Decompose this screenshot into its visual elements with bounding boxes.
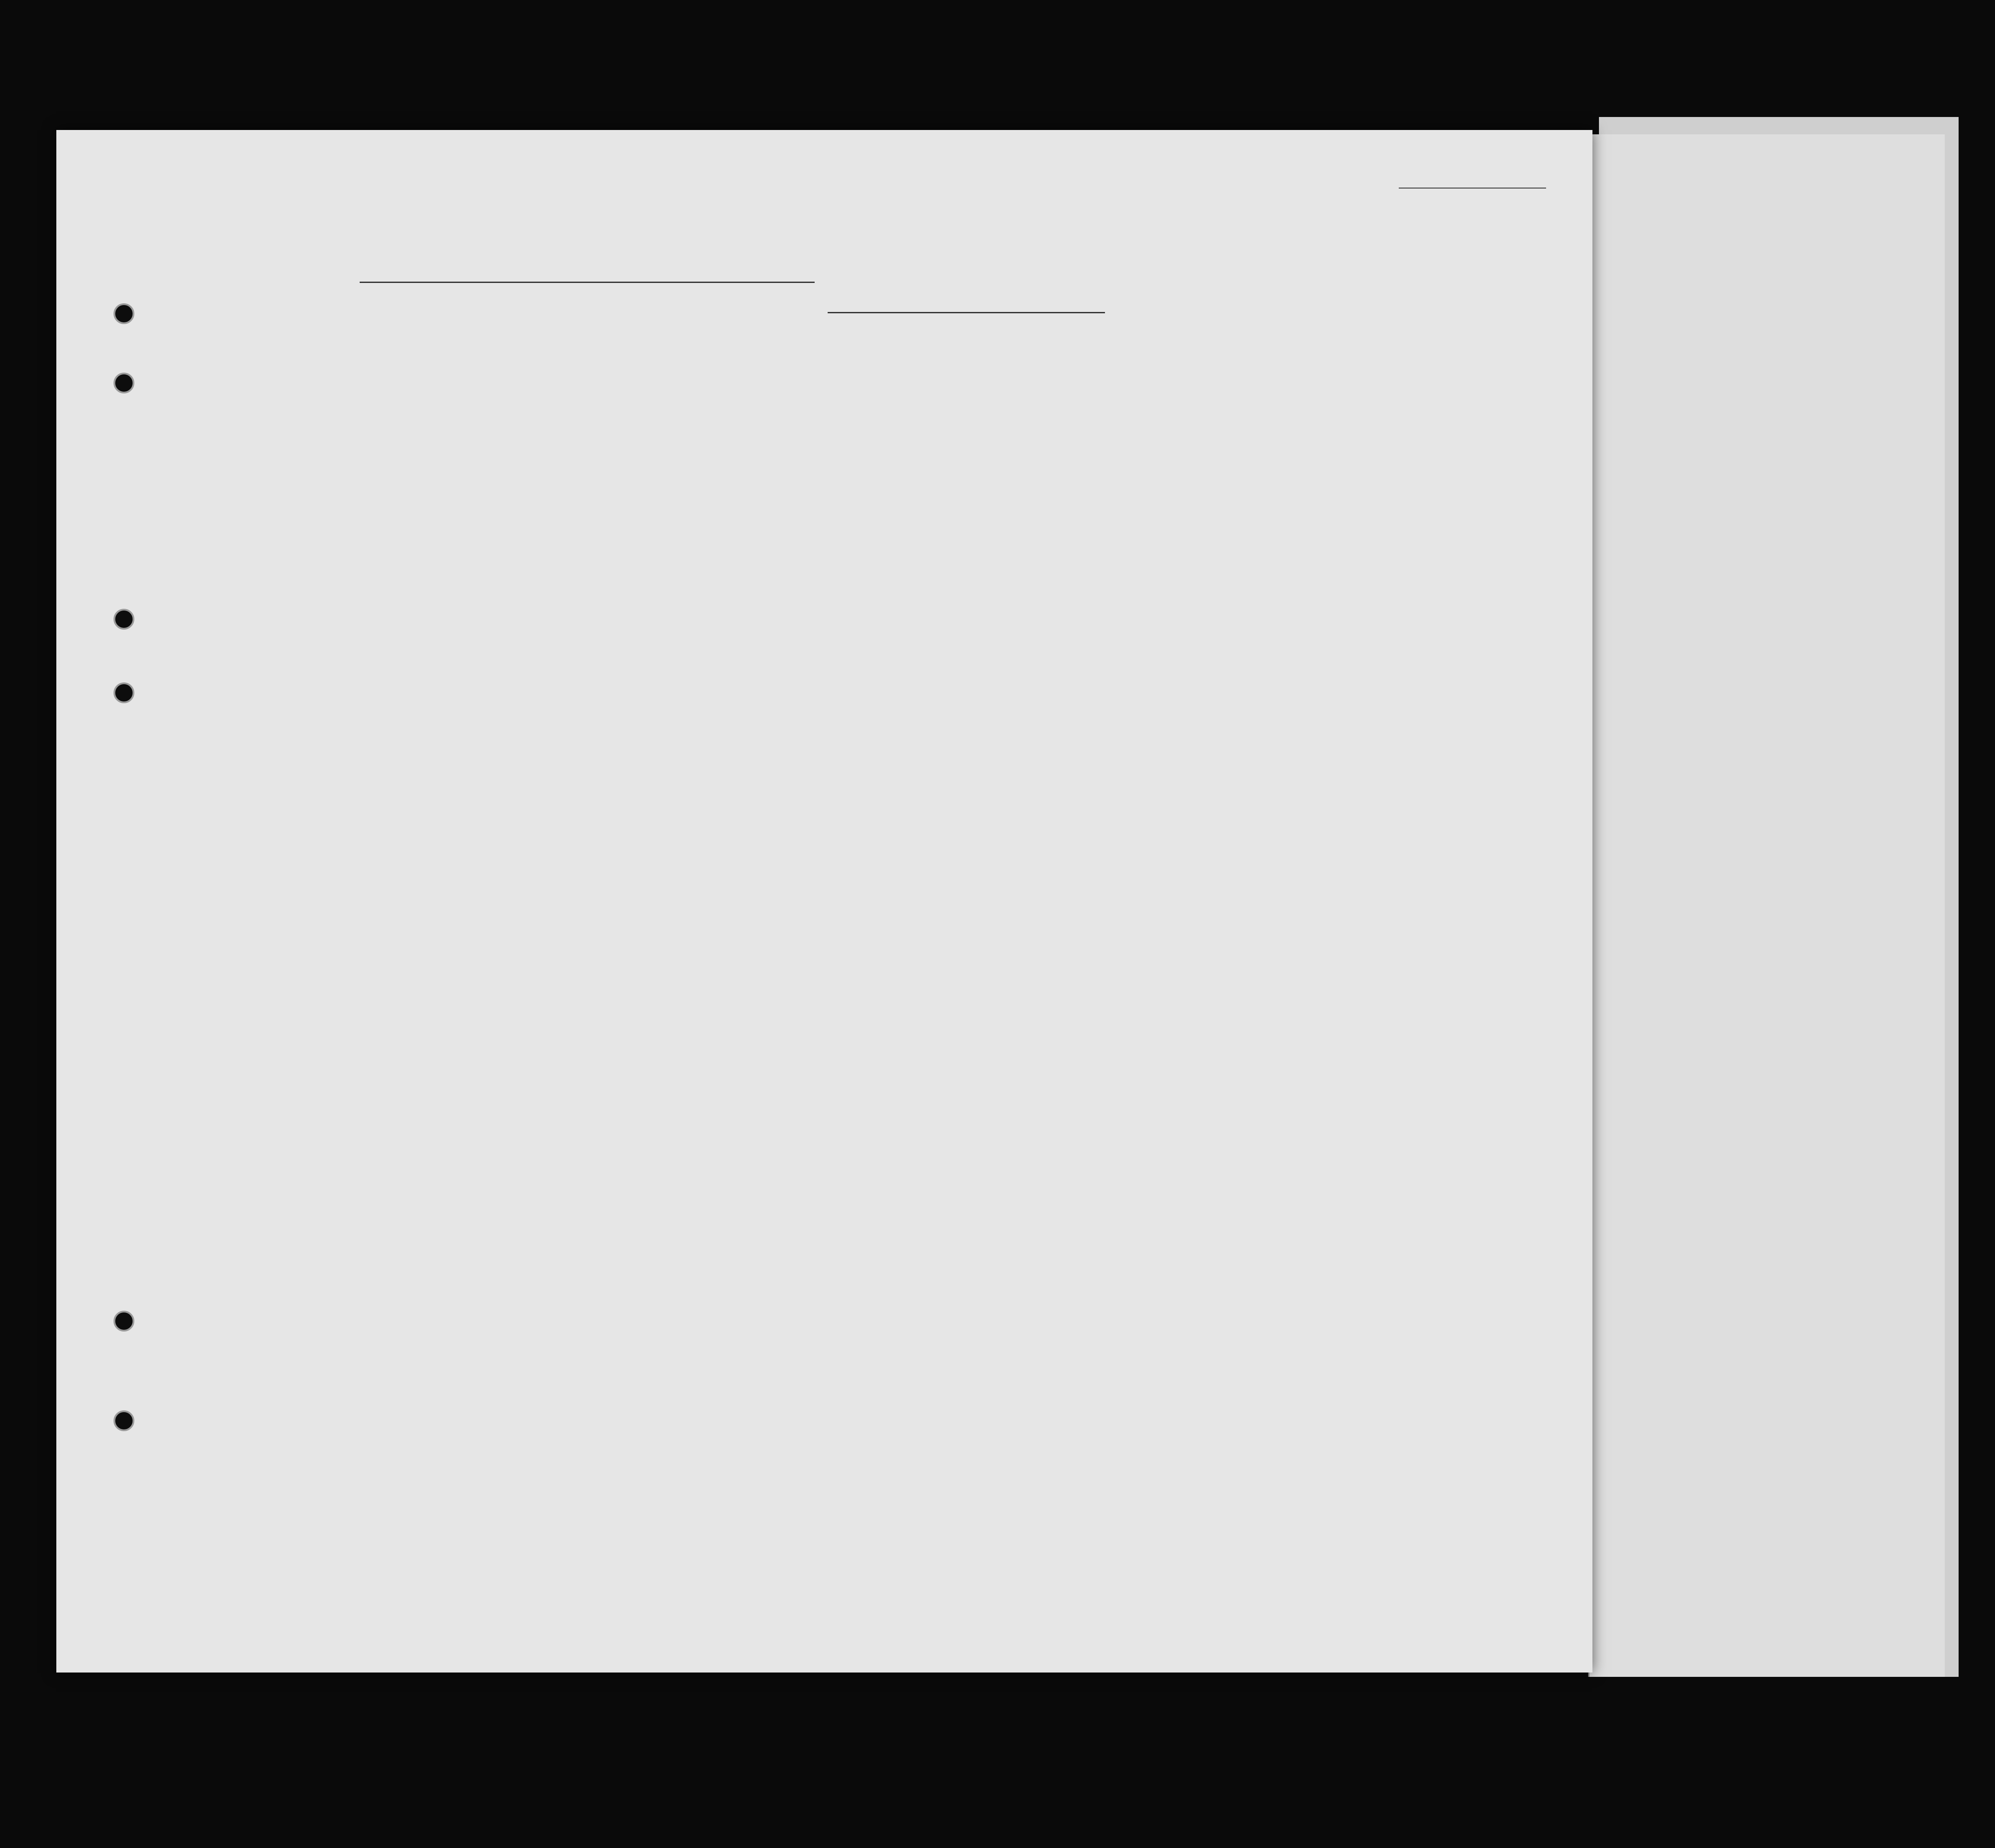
punch-hole <box>114 1410 134 1431</box>
list-label <box>1395 171 1546 193</box>
date-line <box>828 312 1105 313</box>
punch-hole <box>114 1311 134 1332</box>
port-line <box>360 282 815 283</box>
manifest-page <box>56 130 1592 1673</box>
punch-hole <box>114 682 134 703</box>
right-page <box>1588 134 1945 1677</box>
punch-hole <box>114 373 134 393</box>
punch-hole <box>114 303 134 324</box>
punch-hole <box>114 609 134 630</box>
